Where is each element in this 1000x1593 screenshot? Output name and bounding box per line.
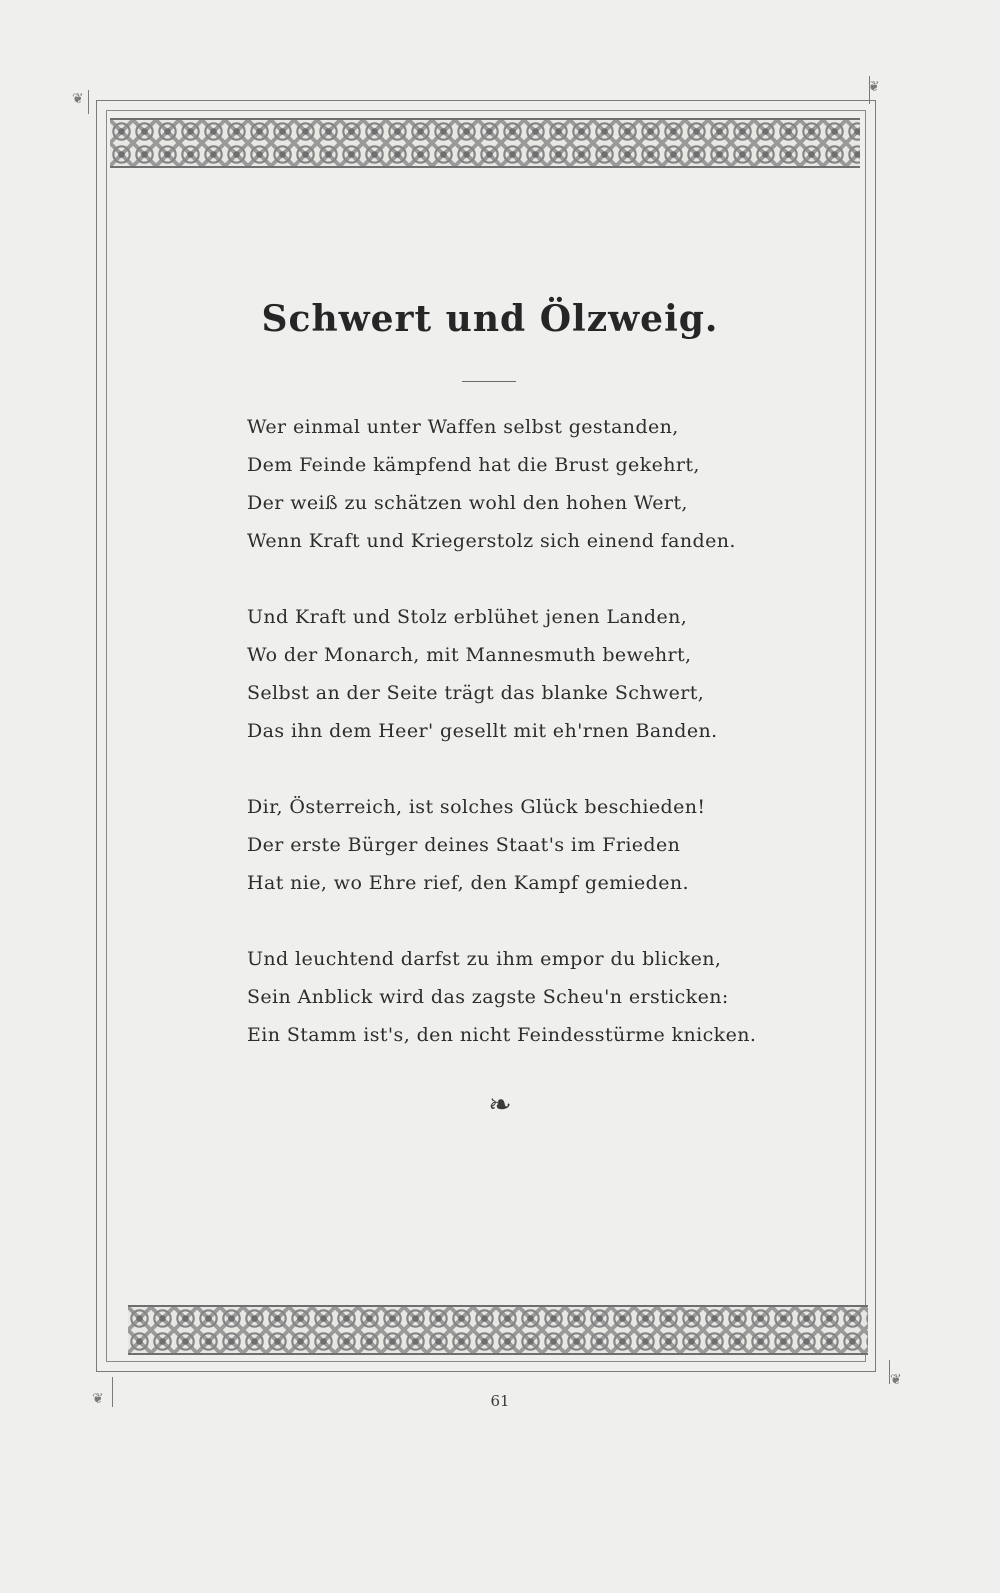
poem-line: Sein Anblick wird das zagste Scheu'n ersticken: [247,986,729,1008]
poem-line: Hat nie, wo Ehre rief, den Kampf gemieden. [247,872,689,894]
poem-line: Und Kraft und Stolz erblühet jenen Landen, [247,606,688,628]
title-divider [462,381,516,382]
stanza [247,598,767,750]
poem-line: Ein Stamm ist's, den nicht Feindesstürme knicken. [247,1024,757,1046]
corner-flourish-icon: ❦ [92,1391,104,1407]
poem-body [247,408,767,1054]
corner-flourish-icon: ❦ [868,79,880,95]
poem-line: Das ihn dem Heer' gesellt mit eh'rnen Banden. [247,720,718,742]
ornamental-border-bottom [128,1305,868,1355]
stanza-gap [247,902,767,940]
poem-line: Wenn Kraft und Kriegerstolz sich einend fanden. [247,530,736,552]
stanza [247,408,767,560]
poem-line: Wo der Monarch, mit Mannesmuth bewehrt, [247,644,692,666]
poem-line: Selbst an der Seite trägt das blanke Schwert, [247,682,705,704]
page-number: 61 [490,1392,510,1410]
stanza [247,940,767,1054]
poem-line: Der erste Bürger deines Staat's im Frieden [247,834,681,856]
frame-tick [88,90,89,114]
poem-line: Dem Feinde kämpfend hat die Brust gekehrt, [247,454,700,476]
frame-tick [112,1377,113,1407]
poem-line: Wer einmal unter Waffen selbst gestanden, [247,416,679,438]
ornamental-border-top [110,118,860,168]
stanza [247,788,767,902]
stanza-gap [247,560,767,598]
corner-flourish-icon: ❦ [72,91,84,107]
poem-line: Und leuchtend darfst zu ihm empor du blicken, [247,948,722,970]
poem-title: Schwert und Ölzweig. [261,298,719,340]
corner-flourish-icon: ❦ [890,1372,902,1388]
poem-line: Dir, Österreich, ist solches Glück beschieden! [247,796,706,818]
fleuron-icon: ❧ [488,1088,512,1121]
poem-line: Der weiß zu schätzen wohl den hohen Wert, [247,492,688,514]
stanza-gap [247,750,767,788]
